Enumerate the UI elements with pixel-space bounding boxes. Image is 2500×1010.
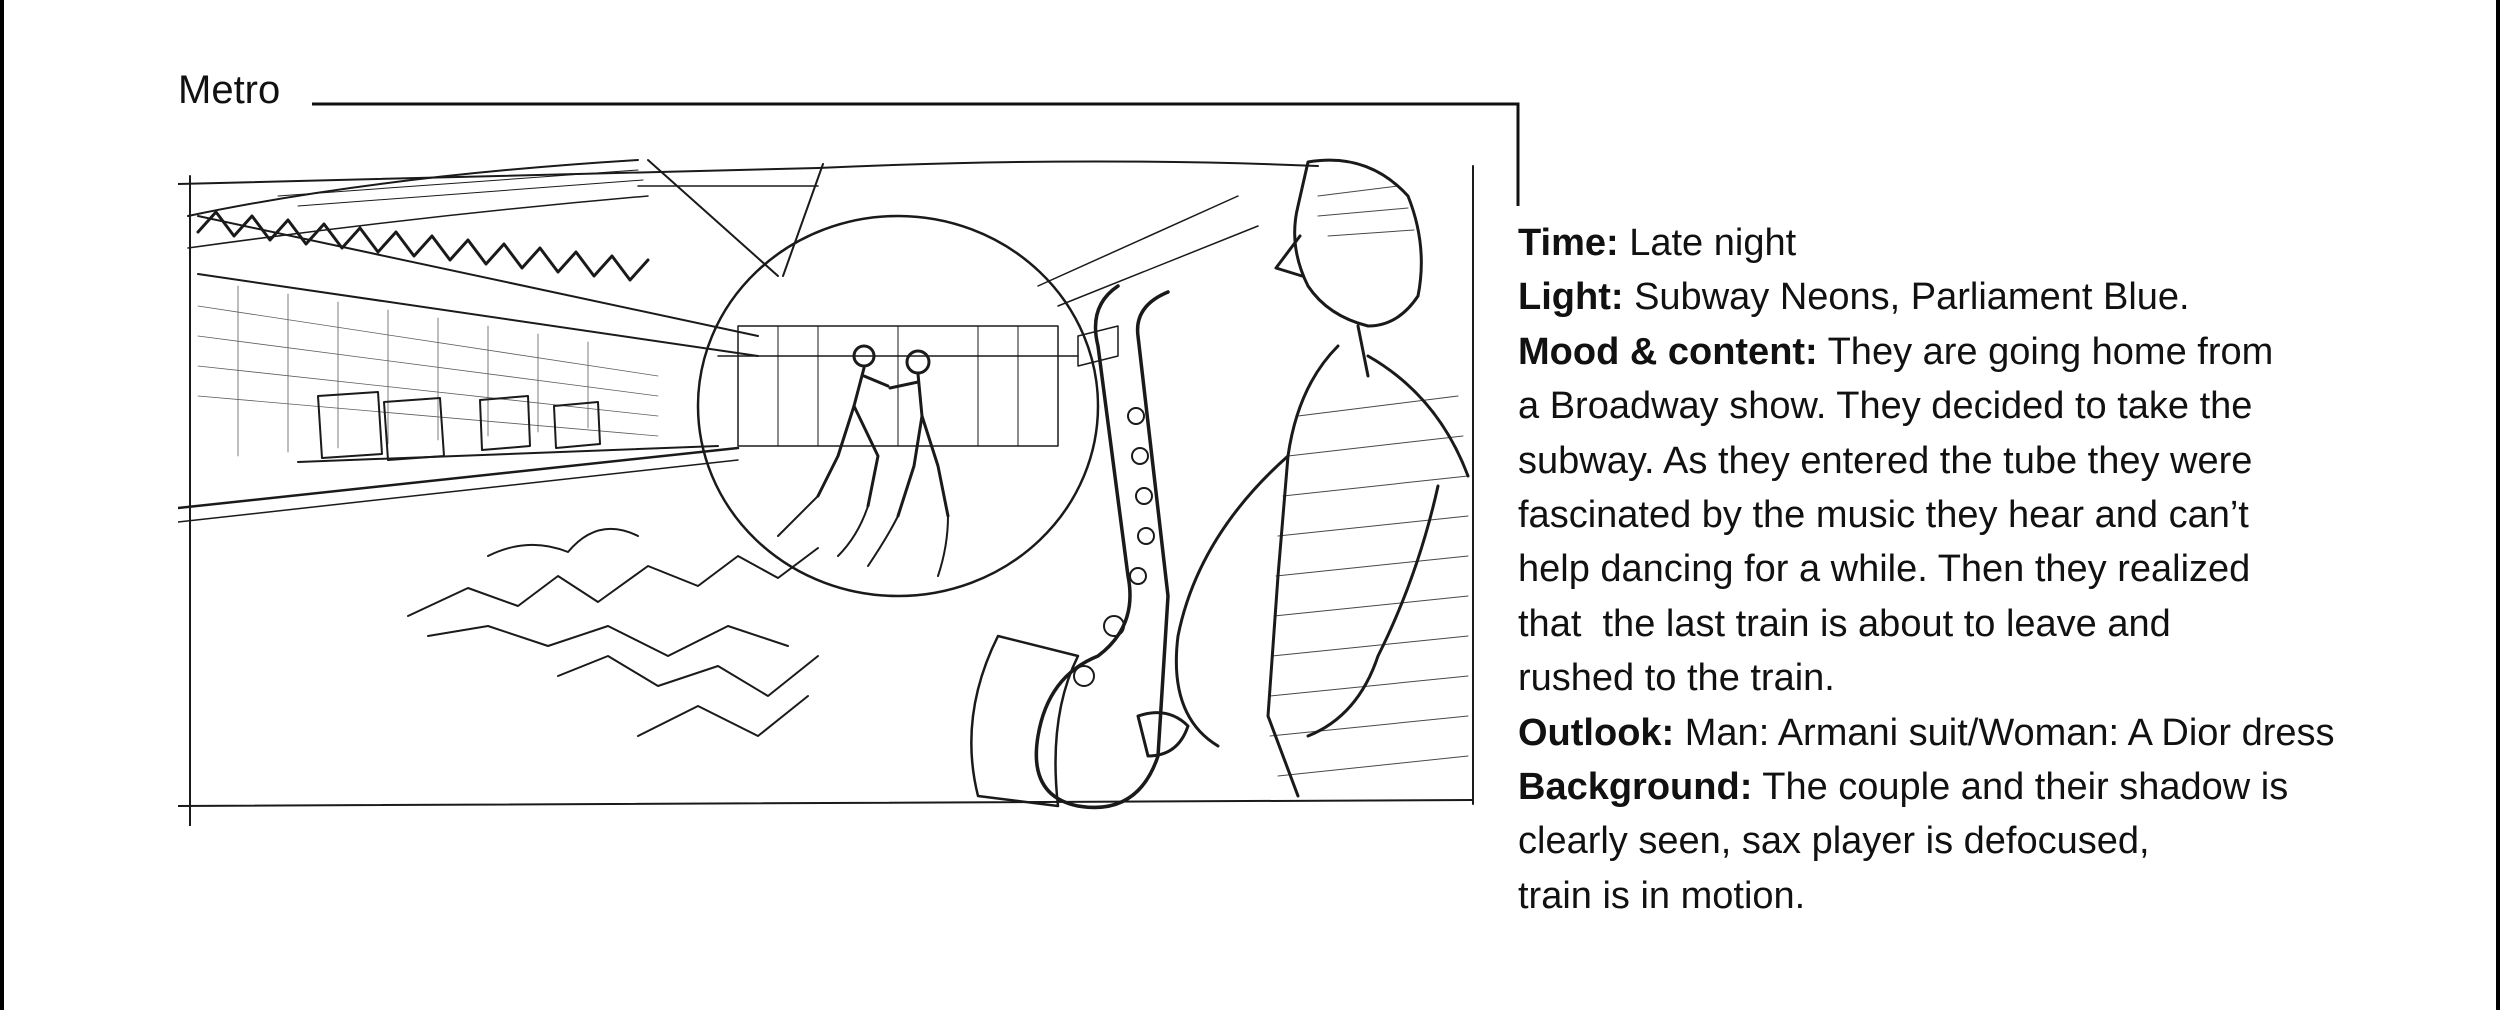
mood-line: subway. As they entered the tube they were bbox=[1518, 439, 2253, 482]
light-value: Subway Neons, Parliament Blue. bbox=[1634, 276, 2190, 319]
scene-notes bbox=[1518, 216, 2458, 923]
page-right-border bbox=[2496, 0, 2500, 1010]
mood-line: rushed to the train. bbox=[1518, 657, 1835, 700]
background-line: clearly seen, sax player is defocused, bbox=[1518, 820, 2150, 863]
mood-text: They are going home from bbox=[1827, 330, 2274, 373]
background-line: train is in motion. bbox=[1518, 874, 1806, 917]
mood-line: a Broadway show. They decided to take the bbox=[1518, 385, 2253, 428]
outlook-label: Outlook: bbox=[1518, 711, 1675, 754]
mood-line bbox=[1518, 325, 2458, 379]
outlook-line bbox=[1518, 706, 2458, 760]
storyboard-sketch bbox=[178, 156, 1480, 826]
light-label: Light: bbox=[1518, 276, 1624, 319]
time-value: Late night bbox=[1629, 222, 1797, 264]
outlook-value: Man: Armani suit/Woman: A Dior dress bbox=[1684, 711, 2335, 754]
mood-line: help dancing for a while. Then they realized bbox=[1518, 548, 2251, 591]
mood-line: fascinated by the music they hear and can’t bbox=[1518, 494, 2249, 537]
time-label: Time: bbox=[1518, 222, 1619, 264]
mood-label: Mood & content: bbox=[1518, 330, 1818, 373]
mood-line: that the last train is about to leave and bbox=[1518, 602, 2171, 645]
background-line bbox=[1518, 760, 2458, 814]
light-line bbox=[1518, 270, 2458, 324]
background-text: The couple and their shadow is bbox=[1762, 766, 2289, 809]
page-left-border bbox=[0, 0, 4, 1010]
time-line bbox=[1518, 216, 2458, 270]
scene-title: Metro bbox=[178, 68, 281, 112]
background-label: Background: bbox=[1518, 766, 1753, 809]
